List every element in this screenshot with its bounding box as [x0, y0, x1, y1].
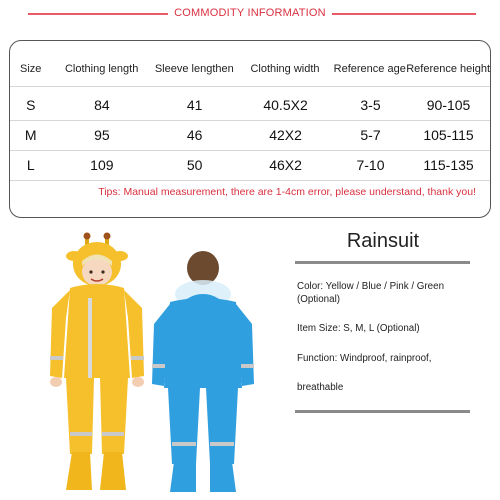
table-cell: 90-105: [426, 97, 471, 113]
table-cell: S: [26, 97, 36, 113]
table-cell: 84: [94, 97, 110, 113]
column-header: Clothing length: [64, 63, 139, 75]
color-spec: Color: Yellow / Blue / Pink / Green (Optional): [297, 281, 445, 305]
table-cell: 7-10: [356, 157, 385, 173]
table-row: [10, 91, 490, 119]
row-divider: [10, 86, 490, 87]
table-cell: 115-135: [423, 157, 474, 173]
header: [0, 0, 500, 28]
table-cell: 50: [186, 157, 203, 173]
table-cell: 5-7: [360, 127, 381, 143]
table-cell: M: [24, 127, 37, 143]
function-spec: Function: Windproof, rainproof,: [297, 353, 432, 364]
table-row: [10, 151, 490, 179]
table-cell: 105-115: [423, 127, 474, 143]
table-cell: 46: [186, 127, 203, 143]
product-title: Rainsuit: [346, 230, 420, 252]
product-photo: [30, 228, 280, 500]
yellow-rainsuit-figure: [50, 233, 144, 491]
column-header: Size: [19, 63, 42, 75]
size-table: [9, 40, 491, 218]
table-cell: 95: [94, 127, 110, 143]
column-header: Sleeve lengthen: [154, 63, 234, 75]
table-cell: 109: [90, 157, 114, 173]
measurement-tips: Tips: Manual measurement, there are 1-4cm error, please understand, thank you!: [98, 186, 476, 198]
size-spec: Item Size: S, M, L (Optional): [297, 323, 420, 334]
divider: [295, 410, 470, 413]
header-divider-left: [28, 13, 168, 15]
divider: [295, 261, 470, 264]
row-divider: [10, 180, 490, 181]
header-title: COMMODITY INFORMATION: [174, 7, 326, 19]
column-header: Reference height: [406, 63, 490, 75]
table-cell: L: [26, 157, 35, 173]
column-header: Clothing width: [250, 63, 320, 75]
header-divider-right: [332, 13, 476, 15]
blue-rainsuit-figure: [152, 251, 254, 492]
table-cell: 40.5X2: [263, 97, 308, 113]
table-row: [10, 121, 490, 149]
column-header: Reference age: [333, 63, 406, 75]
table-cell: 3-5: [360, 97, 381, 113]
table-cell: 46X2: [269, 157, 302, 173]
function-spec-continued: breathable: [297, 382, 344, 393]
table-cell: 42X2: [269, 127, 302, 143]
table-cell: 41: [186, 97, 203, 113]
table-header-row: [10, 57, 490, 81]
